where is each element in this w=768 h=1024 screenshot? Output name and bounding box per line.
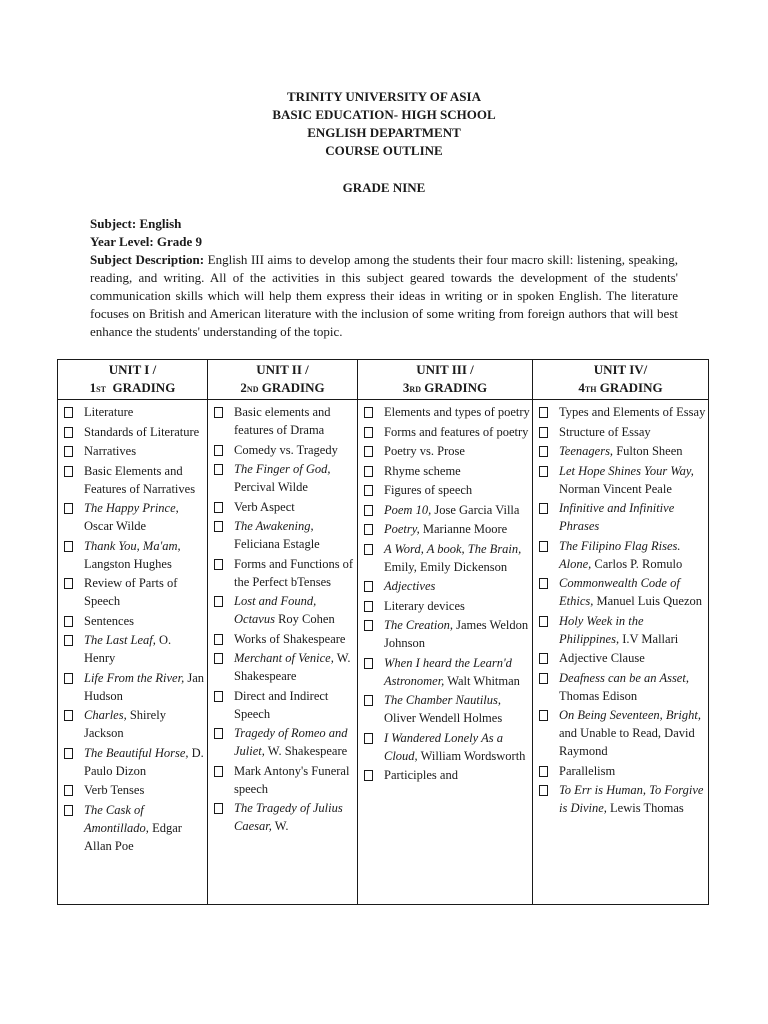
- year-level-value: Grade 9: [156, 234, 203, 249]
- topic-text: Parallelism: [559, 763, 616, 778]
- bullet-box-icon: [64, 748, 73, 759]
- bullet-box-icon: [539, 616, 548, 627]
- description-text: English III aims to develop among the students their four macro skill: listening, speaking, reading, and writing. All of the activities in this subject geared towards the development of the students' communication skills which will help them express their ideas in writing or in spoken English. The literature focuses on British and American literature with the inclusion of some writing from foreign authors that will best enhance the students' understanding of the topic.: [90, 252, 679, 339]
- table-body-row: [58, 400, 709, 905]
- topic-item: [539, 706, 706, 760]
- unit-3-topic-list: [364, 403, 530, 784]
- topic-text: Participles and: [384, 768, 458, 782]
- topic-item: [214, 592, 355, 628]
- topic-text: Emily, Emily Dickenson: [384, 559, 508, 574]
- bullet-box-icon: [214, 691, 223, 702]
- topic-item: [64, 537, 205, 573]
- topic-item: [364, 597, 530, 615]
- topic-text: Verb Tenses: [84, 783, 145, 797]
- bullet-box-icon: [64, 805, 73, 816]
- topic-text: Carlos P. Romulo: [591, 556, 683, 571]
- topic-item: [64, 706, 205, 742]
- topic-title: Charles,: [84, 708, 127, 722]
- topic-item: [364, 616, 530, 652]
- topic-text: Jan Hudson: [84, 670, 205, 703]
- topic-item: [214, 687, 355, 723]
- bullet-box-icon: [64, 578, 73, 589]
- grading-label: 2ND GRADING: [240, 380, 325, 395]
- unit-4-topic-list: [539, 403, 706, 817]
- topic-title: Deafness can be an Asset,: [559, 670, 689, 685]
- topic-item: [539, 762, 706, 780]
- unit-label: UNIT III /: [416, 362, 474, 377]
- topic-text: Structure of Essay: [559, 424, 651, 439]
- topic-title: The Tragedy of Julius Caesar,: [234, 801, 343, 833]
- bullet-box-icon: [539, 427, 548, 438]
- bullet-box-icon: [364, 524, 373, 535]
- bullet-box-icon: [214, 634, 223, 645]
- topic-title: Let Hope Shines Your Way,: [559, 463, 694, 478]
- bullet-box-icon: [64, 446, 73, 457]
- topic-item: [64, 574, 205, 610]
- topic-title: The Finger of God,: [234, 462, 331, 476]
- bullet-box-icon: [214, 559, 223, 570]
- bullet-box-icon: [364, 446, 373, 457]
- topic-item: [214, 630, 355, 648]
- topic-text: Adjective Clause: [559, 651, 645, 665]
- topic-text: Marianne Moore: [419, 522, 508, 536]
- topic-item: [214, 555, 355, 591]
- topic-text: Sentences: [84, 613, 134, 628]
- bullet-box-icon: [64, 673, 73, 684]
- topic-text: Edgar Allan Poe: [84, 820, 182, 853]
- unit-label: UNIT II /: [256, 362, 309, 377]
- topic-title: When I heard the Learn'd Astronomer,: [384, 655, 512, 688]
- topic-title: Poem 10,: [384, 502, 432, 517]
- topic-item: [539, 499, 706, 535]
- bullet-box-icon: [364, 658, 373, 669]
- topic-item: [539, 781, 706, 817]
- topic-text: Forms and features of poetry: [384, 424, 529, 439]
- topic-text: Narratives: [84, 444, 137, 458]
- topic-item: [364, 403, 530, 421]
- topic-item: [364, 540, 530, 576]
- unit-2-topic-list: [214, 403, 355, 835]
- unit-2-topics-cell: [208, 400, 358, 905]
- header-line: BASIC EDUCATION- HIGH SCHOOL: [272, 107, 496, 122]
- topic-item: [214, 517, 355, 553]
- topic-title: The Chamber Nautilus,: [384, 693, 502, 707]
- header-line: COURSE OUTLINE: [325, 143, 443, 158]
- topic-item: [364, 442, 530, 460]
- topic-item: [539, 462, 706, 498]
- topic-text: W. Shakespeare: [264, 744, 348, 758]
- topic-item: [539, 612, 706, 648]
- topic-item: [214, 441, 355, 459]
- topic-text: Manuel Luis Quezon: [593, 594, 703, 608]
- topic-title: I Wandered Lonely As a Cloud,: [384, 730, 503, 763]
- topic-item: [64, 403, 205, 421]
- topic-text: Works of Shakespeare: [234, 631, 346, 646]
- topic-item: [64, 423, 205, 441]
- bullet-box-icon: [539, 766, 548, 777]
- topic-item: [539, 649, 706, 667]
- bullet-box-icon: [539, 503, 548, 514]
- unit-4-topics-cell: [533, 400, 709, 905]
- bullet-box-icon: [364, 407, 373, 418]
- topic-title: Holy Week in the Philippines,: [559, 613, 644, 646]
- topic-text: Walt Whitman: [444, 673, 520, 688]
- topic-text: Figures of speech: [384, 483, 473, 497]
- topic-item: [214, 724, 355, 760]
- bullet-box-icon: [214, 653, 223, 664]
- bullet-box-icon: [364, 581, 373, 592]
- bullet-box-icon: [64, 427, 73, 438]
- topic-item: [364, 501, 530, 519]
- topic-title: Lost and Found, Octavus: [234, 594, 317, 626]
- topic-text: Jose Garcia Villa: [431, 502, 520, 517]
- topic-text: W. Shakespeare: [234, 651, 351, 683]
- unit-3-topics-cell: [358, 400, 533, 905]
- grading-label: 3RD GRADING: [402, 380, 488, 395]
- unit-2-header: [208, 360, 358, 400]
- topic-text: Literary devices: [384, 598, 465, 613]
- bullet-box-icon: [214, 766, 223, 777]
- bullet-box-icon: [214, 521, 223, 532]
- topic-title: Poetry,: [384, 522, 420, 536]
- bullet-box-icon: [64, 635, 73, 646]
- topic-title: To Err is Human, To Forgive is Divine,: [559, 783, 704, 815]
- topic-title: The Creation,: [384, 618, 453, 632]
- topic-title: Adjectives: [384, 579, 436, 593]
- year-level-label: Year Level:: [90, 234, 154, 249]
- bullet-box-icon: [64, 407, 73, 418]
- grade-title: GRADE NINE: [342, 180, 426, 195]
- bullet-box-icon: [539, 446, 548, 457]
- topic-text: Verb Aspect: [234, 499, 295, 514]
- bullet-box-icon: [64, 616, 73, 627]
- topic-item: [539, 442, 706, 460]
- subject-label: Subject:: [90, 216, 137, 231]
- unit-1-topic-list: [64, 403, 205, 855]
- topic-text: W.: [271, 819, 289, 833]
- grading-label: 1ST GRADING: [89, 380, 176, 395]
- topic-text: Standards of Literature: [84, 424, 200, 439]
- topic-text: Elements and types of poetry: [384, 405, 530, 419]
- topic-item: [214, 799, 355, 835]
- topic-item: [64, 669, 205, 705]
- topic-item: [539, 669, 706, 705]
- topic-text: Basic elements and features of Drama: [234, 405, 331, 437]
- bullet-box-icon: [364, 485, 373, 496]
- topic-title: Commonwealth Code of Ethics,: [559, 576, 680, 608]
- topic-item: [214, 762, 355, 798]
- topic-item: [64, 462, 205, 498]
- topic-text: D. Paulo Dizon: [84, 745, 204, 778]
- topic-title: Thank You, Ma'am,: [84, 538, 181, 553]
- topic-item: [364, 577, 530, 595]
- topic-title: Infinitive and Infinitive Phrases: [559, 501, 675, 533]
- topic-item: [364, 520, 530, 538]
- topic-item: [364, 654, 530, 690]
- bullet-box-icon: [364, 695, 373, 706]
- topic-text: Norman Vincent Peale: [559, 481, 672, 496]
- header-line: ENGLISH DEPARTMENT: [307, 125, 461, 140]
- bullet-box-icon: [539, 673, 548, 684]
- unit-3-header: [358, 360, 533, 400]
- topic-item: [214, 498, 355, 516]
- bullet-box-icon: [64, 710, 73, 721]
- topic-text: and Unable to Read, David Raymond: [559, 726, 695, 758]
- bullet-box-icon: [539, 653, 548, 664]
- topic-text: Poetry vs. Prose: [384, 444, 465, 458]
- topic-text: Feliciana Estagle: [234, 537, 320, 551]
- bullet-box-icon: [364, 466, 373, 477]
- topic-text: Comedy vs. Tragedy: [234, 442, 338, 457]
- topic-text: Literature: [84, 405, 134, 419]
- bullet-box-icon: [539, 407, 548, 418]
- topic-text: William Wordsworth: [417, 748, 526, 763]
- bullet-box-icon: [214, 596, 223, 607]
- bullet-box-icon: [214, 502, 223, 513]
- bullet-box-icon: [214, 728, 223, 739]
- bullet-box-icon: [64, 541, 73, 552]
- bullet-box-icon: [364, 770, 373, 781]
- unit-label: UNIT I /: [108, 362, 157, 377]
- topic-text: Rhyme scheme: [384, 463, 461, 478]
- topic-text: Oscar Wilde: [84, 519, 147, 533]
- topic-title: Life From the River,: [84, 670, 185, 685]
- document-header: [0, 88, 768, 160]
- topic-text: Basic Elements and Features of Narratives: [84, 463, 196, 496]
- unit-label: UNIT IV/: [593, 362, 648, 377]
- bullet-box-icon: [364, 427, 373, 438]
- topic-text: Lewis Thomas: [606, 801, 684, 815]
- topic-item: [539, 574, 706, 610]
- topic-item: [214, 649, 355, 685]
- topic-title: The Awakening,: [234, 519, 314, 533]
- topic-item: [364, 729, 530, 765]
- subject-value: English: [139, 216, 182, 231]
- topic-text: Oliver Wendell Holmes: [384, 711, 503, 725]
- bullet-box-icon: [214, 803, 223, 814]
- topic-title: Tragedy of Romeo and Juliet,: [234, 726, 348, 758]
- topic-title: Merchant of Venice,: [234, 651, 334, 665]
- topic-item: [539, 403, 706, 421]
- bullet-box-icon: [64, 503, 73, 514]
- topic-text: Thomas Edison: [559, 688, 638, 703]
- topic-title: A Word, A book, The Brain,: [384, 541, 522, 556]
- bullet-box-icon: [214, 445, 223, 456]
- topic-text: Mark Antony's Funeral speech: [234, 763, 350, 796]
- bullet-box-icon: [64, 466, 73, 477]
- topic-text: Langston Hughes: [84, 556, 172, 571]
- bullet-box-icon: [64, 785, 73, 796]
- topic-item: [64, 499, 205, 535]
- grading-label: 4TH GRADING: [578, 380, 663, 395]
- bullet-box-icon: [364, 544, 373, 555]
- topic-item: [364, 462, 530, 480]
- bullet-box-icon: [364, 505, 373, 516]
- bullet-box-icon: [214, 464, 223, 475]
- topic-item: [64, 781, 205, 799]
- subject-description: [90, 251, 678, 341]
- topic-text: Direct and Indirect Speech: [234, 688, 329, 721]
- unit-1-header: [58, 360, 208, 400]
- topic-text: I.V Mallari: [619, 631, 679, 646]
- topic-item: [364, 691, 530, 727]
- topic-item: [64, 442, 205, 460]
- topic-title: The Last Leaf,: [84, 633, 156, 647]
- topic-text: Forms and Functions of the Perfect bTenses: [234, 556, 354, 589]
- bullet-box-icon: [539, 541, 548, 552]
- topic-title: The Cask of Amontillado,: [84, 802, 149, 835]
- subject-line: [90, 215, 678, 233]
- topic-text: Shirely Jackson: [84, 708, 166, 740]
- topic-title: The Happy Prince,: [84, 501, 179, 515]
- topic-item: [539, 423, 706, 441]
- topic-item: [364, 766, 530, 784]
- bullet-box-icon: [214, 407, 223, 418]
- topic-text: Review of Parts of Speech: [84, 576, 178, 608]
- topic-text: Roy Cohen: [274, 612, 335, 626]
- topic-item: [64, 801, 205, 855]
- bullet-box-icon: [539, 710, 548, 721]
- topic-text: James Weldon Johnson: [384, 618, 529, 650]
- topic-item: [364, 481, 530, 499]
- topic-title: Teenagers,: [559, 444, 614, 458]
- topic-item: [539, 537, 706, 573]
- topic-item: [64, 744, 205, 780]
- topic-text: Percival Wilde: [234, 480, 308, 494]
- topic-item: [214, 460, 355, 496]
- bullet-box-icon: [364, 733, 373, 744]
- topic-title: On Being Seventeen, Bright,: [559, 708, 701, 722]
- bullet-box-icon: [364, 601, 373, 612]
- topic-item: [214, 403, 355, 439]
- topic-item: [64, 631, 205, 667]
- topic-item: [364, 423, 530, 441]
- description-label: Subject Description:: [90, 252, 205, 267]
- year-level-line: [90, 233, 678, 251]
- topic-title: The Beautiful Horse,: [84, 745, 189, 760]
- unit-1-topics-cell: [58, 400, 208, 905]
- bullet-box-icon: [539, 785, 548, 796]
- unit-4-header: [533, 360, 709, 400]
- table-header-row: [58, 360, 709, 400]
- course-outline-table: [57, 359, 709, 905]
- topic-item: [64, 612, 205, 630]
- header-line: TRINITY UNIVERSITY OF ASIA: [287, 89, 481, 104]
- bullet-box-icon: [364, 620, 373, 631]
- bullet-box-icon: [539, 466, 548, 477]
- course-info: [90, 215, 678, 341]
- topic-text: Types and Elements of Essay: [559, 405, 706, 419]
- topic-text: Fulton Sheen: [613, 444, 683, 458]
- topic-text: O. Henry: [84, 633, 172, 665]
- topic-title: The Filipino Flag Rises. Alone,: [559, 538, 681, 571]
- bullet-box-icon: [539, 578, 548, 589]
